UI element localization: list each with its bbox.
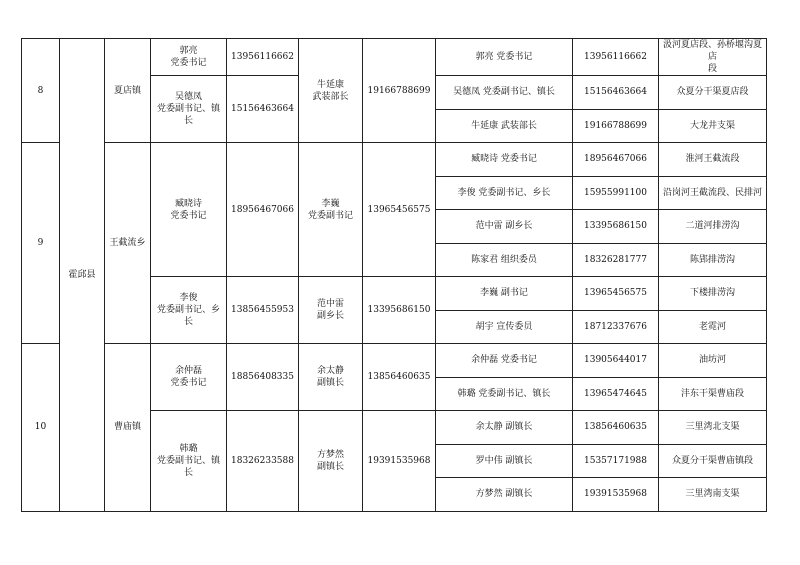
leader-b-phone: 13395686150 [363,277,436,344]
leader-b-cell [299,344,363,411]
person-cell: 韩璐 党委副书记、镇长 [436,377,573,411]
segment-cell: 二道河排涝沟 [659,210,767,244]
leader-title: 副乡长 [316,311,344,321]
leader-title: 党委书记 [170,58,207,68]
segment-cell: 众夏分干渠夏店段 [659,76,767,110]
leader-name: 范中雷 [316,299,344,309]
leader-b-cell [299,411,363,512]
leader-a-cell [151,277,227,344]
leader-name: 吴德凤 [174,92,202,102]
segment-cell: 老霓河 [659,310,767,344]
leader-a-phone: 13956116662 [227,39,299,76]
segment-cell: 下楼排涝沟 [659,277,767,311]
person-cell: 胡宇 宣传委员 [436,310,573,344]
phone-cell: 13956116662 [573,39,659,76]
leader-title: 党委副书记、镇 长 [156,104,220,126]
phone-cell: 13856460635 [573,411,659,445]
segment-cell: 淮河王截流段 [659,143,767,177]
person-cell: 牛延康 武装部长 [436,109,573,143]
leader-title: 党委副书记、乡 长 [156,305,220,327]
leader-name: 臧晓诗 [174,198,202,209]
person-cell: 陈家君 组织委员 [436,243,573,277]
table-row [22,143,767,177]
segment-cell: 陈郢排涝沟 [659,243,767,277]
town-cell: 曹庙镇 [105,344,151,512]
phone-cell: 13905644017 [573,344,659,378]
leader-name: 李巍 [321,198,340,209]
leader-name: 余太静 [316,366,344,376]
leader-a-phone: 15156463664 [227,76,299,143]
leader-name: 方梦然 [316,449,344,460]
phone-cell: 18712337676 [573,310,659,344]
person-cell: 郭亮 党委书记 [436,39,573,76]
leader-a-phone: 18856408335 [227,344,299,411]
leader-name: 韩璐 [179,443,198,454]
segment-cell: 大龙井支渠 [659,109,767,143]
phone-cell: 18326281777 [573,243,659,277]
phone-cell: 13395686150 [573,210,659,244]
table-row [22,344,767,378]
phone-cell: 19391535968 [573,478,659,512]
town-cell: 夏店镇 [105,39,151,143]
person-cell: 余太静 副镇长 [436,411,573,445]
leader-b-phone: 13856460635 [363,344,436,411]
leader-b-phone: 13965456575 [363,143,436,277]
leader-a-phone: 18956467066 [227,143,299,277]
phone-cell: 13965456575 [573,277,659,311]
leader-a-phone: 18326233588 [227,411,299,512]
leader-title: 武装部长 [312,91,349,102]
segment-cell: 三里湾北支渠 [659,411,767,445]
segment-cell: 众夏分干渠曹庙镇段 [659,444,767,478]
segment-cell: 三里湾南支渠 [659,478,767,512]
phone-cell: 19166788699 [573,109,659,143]
phone-cell: 15357171988 [573,444,659,478]
person-cell: 李巍 副书记 [436,277,573,311]
leader-b-phone: 19166788699 [363,39,436,143]
segment-cell: 沿岗河王截流段、民排河 [659,176,767,210]
phone-cell: 18956467066 [573,143,659,177]
leader-name: 李俊 [179,293,198,303]
leader-name: 牛延康 [316,79,344,90]
leader-a-cell [151,411,227,512]
segment-cell: 油坊河 [659,344,767,378]
phone-cell: 13965474645 [573,377,659,411]
leader-a-cell [151,76,227,143]
serial-number: 10 [22,344,60,512]
leader-a-phone: 13856455953 [227,277,299,344]
person-cell: 方梦然 副镇长 [436,478,573,512]
leader-a-cell [151,39,227,76]
person-cell: 李俊 党委副书记、乡长 [436,176,573,210]
leader-title: 副镇长 [316,461,344,472]
person-cell: 余仲磊 党委书记 [436,344,573,378]
leader-b-cell [299,277,363,344]
county-cell: 霍邱县 [60,39,105,512]
leader-title: 副镇长 [316,378,344,388]
leader-title: 党委书记 [170,378,207,388]
phone-cell: 15955991100 [573,176,659,210]
leader-name: 郭亮 [179,46,198,56]
serial-number: 9 [22,143,60,344]
leader-a-cell [151,143,227,277]
person-cell: 吴德凤 党委副书记、镇长 [436,76,573,110]
person-cell: 罗中伟 副镇长 [436,444,573,478]
phone-cell: 15156463664 [573,76,659,110]
serial-number: 8 [22,39,60,143]
leader-title: 党委副书记 [307,210,353,221]
town-cell: 王截流乡 [105,143,151,344]
leader-title: 党委书记 [170,210,207,221]
segment-cell: 汲河夏店段、孙桥堰沟夏店 段 [659,39,767,76]
leader-title: 党委副书记、镇 长 [156,455,220,478]
person-cell: 臧晓诗 党委书记 [436,143,573,177]
leader-name: 余仲磊 [174,366,202,376]
segment-cell: 沣东干渠曹庙段 [659,377,767,411]
leader-b-cell [299,143,363,277]
person-cell: 范中雷 副乡长 [436,210,573,244]
leader-a-cell [151,344,227,411]
table-row [22,39,767,76]
responsibility-table [21,38,767,512]
leader-b-cell [299,39,363,143]
leader-b-phone: 19391535968 [363,411,436,512]
